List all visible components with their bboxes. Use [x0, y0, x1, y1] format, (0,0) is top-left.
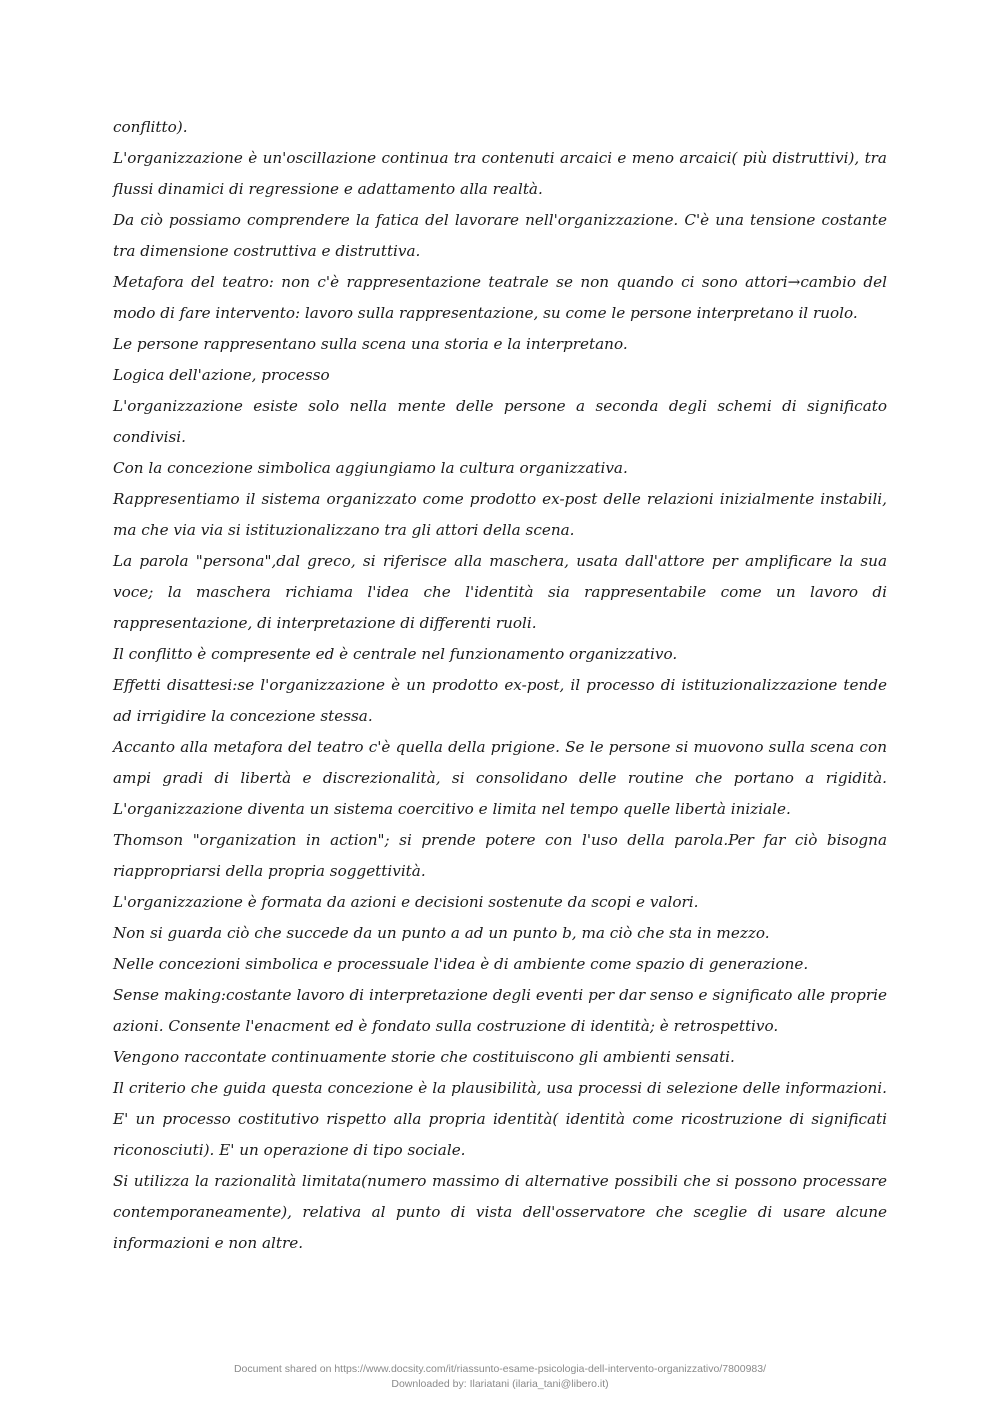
paragraph: Accanto alla metafora del teatro c'è quella della prigione. Se le persone si muovono sulla scena con ampi gradi di libertà e discrezionalità, si consolidano delle routine che portano a rigidità. L'organizzazione diventa un sistema coercitivo e limita nel tempo quelle libertà iniziale. [113, 738, 887, 818]
paragraph: Le persone rappresentano sulla scena una storia e la interpretano. [113, 335, 628, 353]
paragraph: Sense making:costante lavoro di interpretazione degli eventi per dar senso e significato alle proprie azioni. Consente l'enacment ed è fondato sulla costruzione di identità; è retrospettivo. [113, 986, 887, 1035]
paragraph: Il criterio che guida questa concezione è la plausibilità, usa processi di selezione delle informazioni. E' un processo costitutivo rispetto alla propria identità( identità come ricostruzione di significati riconosciuti). E' un operazione di tipo sociale. [113, 1079, 887, 1159]
paragraph: Si utilizza la razionalità limitata(numero massimo di alternative possibili che si possono processare contemporaneamente), relativa al punto di vista dell'osservatore che sceglie di usare alcune informazioni e non altre. [113, 1172, 887, 1252]
paragraph: Vengono raccontate continuamente storie che costituiscono gli ambienti sensati. [113, 1048, 735, 1066]
paragraph: Logica dell'azione, processo [113, 366, 330, 384]
document-body [113, 112, 887, 1259]
paragraph: Il conflitto è compresente ed è centrale nel funzionamento organizzativo. [113, 645, 678, 663]
paragraph: Effetti disattesi:se l'organizzazione è un prodotto ex-post, il processo di istituzionalizzazione tende ad irrigidire la concezione stessa. [113, 676, 887, 725]
paragraph: L'organizzazione è formata da azioni e decisioni sostenute da scopi e valori. [113, 893, 699, 911]
paragraph: Da ciò possiamo comprendere la fatica del lavorare nell'organizzazione. C'è una tensione costante tra dimensione costruttiva e distruttiva. [113, 211, 887, 260]
paragraph: Non si guarda ciò che succede da un punto a ad un punto b, ma ciò che sta in mezzo. [113, 924, 770, 942]
footer-shared-link[interactable]: Document shared on https://www.docsity.com/it/riassunto-esame-psicologia-dell-intervento-organizzativo/7800983/ [233, 1363, 767, 1375]
paragraph: Con la concezione simbolica aggiungiamo la cultura organizzativa. [113, 459, 628, 477]
paragraph: Thomson "organization in action"; si prende potere con l'uso della parola.Per far ciò bisogna riappropriarsi della propria soggettività. [113, 831, 887, 880]
paragraph: Rappresentiamo il sistema organizzato come prodotto ex-post delle relazioni inizialmente instabili, ma che via via si istituzionalizzano tra gli attori della scena. [113, 490, 887, 539]
paragraph: La parola "persona",dal greco, si riferisce alla maschera, usata dall'attore per amplificare la sua voce; la maschera richiama l'idea che l'identità sia rappresentabile come un lavoro di rappresentazione, di interpretazione di differenti ruoli. [113, 552, 887, 632]
paragraph: conflitto). [113, 118, 188, 136]
paragraph: L'organizzazione è un'oscillazione continua tra contenuti arcaici e meno arcaici( più distruttivi), tra flussi dinamici di regressione e adattamento alla realtà. [113, 149, 887, 198]
paragraph: Metafora del teatro: non c'è rappresentazione teatrale se non quando ci sono attori→cambio del modo di fare intervento: lavoro sulla rappresentazione, su come le persone interpretano il ruolo. [113, 273, 887, 322]
paragraph: L'organizzazione esiste solo nella mente delle persone a seconda degli schemi di significato condivisi. [113, 397, 887, 446]
footer-downloaded-by: Downloaded by: Ilariatani (ilaria_tani@libero.it) [391, 1378, 609, 1390]
paragraph: Nelle concezioni simbolica e processuale l'idea è di ambiente come spazio di generazione. [113, 955, 809, 973]
